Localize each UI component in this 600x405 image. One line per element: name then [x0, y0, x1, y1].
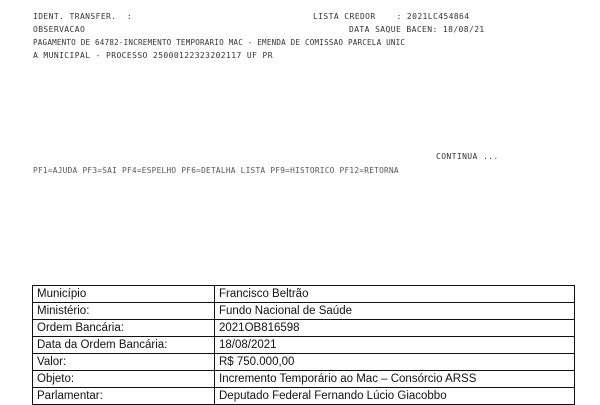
table-row	[33, 388, 575, 405]
table-row	[33, 320, 575, 337]
transfer-info-table	[32, 285, 575, 405]
row-value-municipio: Francisco Beltrão	[215, 286, 575, 303]
row-value-ministerio: Fundo Nacional de Saúde	[215, 303, 575, 320]
observacao-line-2: A MUNICIPAL - PROCESSO 25000122323202117 UF PR	[33, 51, 273, 60]
lista-credor: LISTA CREDOR : 2021LC454864	[313, 12, 470, 21]
ident-transfer-label: IDENT. TRANSFER. :	[33, 12, 133, 21]
continua-indicator: CONTINUA ...	[436, 152, 499, 161]
row-label-ministerio: Ministério:	[33, 303, 215, 320]
table-row	[33, 337, 575, 354]
row-label-valor: Valor:	[33, 354, 215, 371]
row-label-objeto: Objeto:	[33, 371, 215, 388]
observacao-label: OBSERVACAO	[33, 25, 86, 34]
function-keys-bar: PF1=AJUDA PF3=SAI PF4=ESPELHO PF6=DETALHA LISTA PF9=HISTORICO PF12=RETORNA	[33, 166, 399, 175]
row-value-ordem-bancaria: 2021OB816598	[215, 320, 575, 337]
table-row	[33, 354, 575, 371]
row-value-objeto: Incremento Temporário ao Mac – Consórcio ARSS	[215, 371, 575, 388]
row-label-parlamentar: Parlamentar:	[33, 388, 215, 405]
row-label-municipio: Município	[33, 286, 215, 303]
row-label-data-ordem: Data da Ordem Bancária:	[33, 337, 215, 354]
table-row	[33, 303, 575, 320]
row-value-parlamentar: Deputado Federal Fernando Lúcio Giacobbo	[215, 388, 575, 405]
row-value-data-ordem: 18/08/2021	[215, 337, 575, 354]
row-value-valor: R$ 750.000,00	[215, 354, 575, 371]
table-row	[33, 286, 575, 303]
table-row	[33, 371, 575, 388]
data-saque-bacen: DATA SAQUE BACEN: 18/08/21	[349, 25, 485, 34]
row-label-ordem-bancaria: Ordem Bancária:	[33, 320, 215, 337]
observacao-line-1: PAGAMENTO DE 64782-INCREMENTO TEMPORARIO MAC - EMENDA DE COMISSAO PARCELA UNIC	[33, 38, 406, 47]
